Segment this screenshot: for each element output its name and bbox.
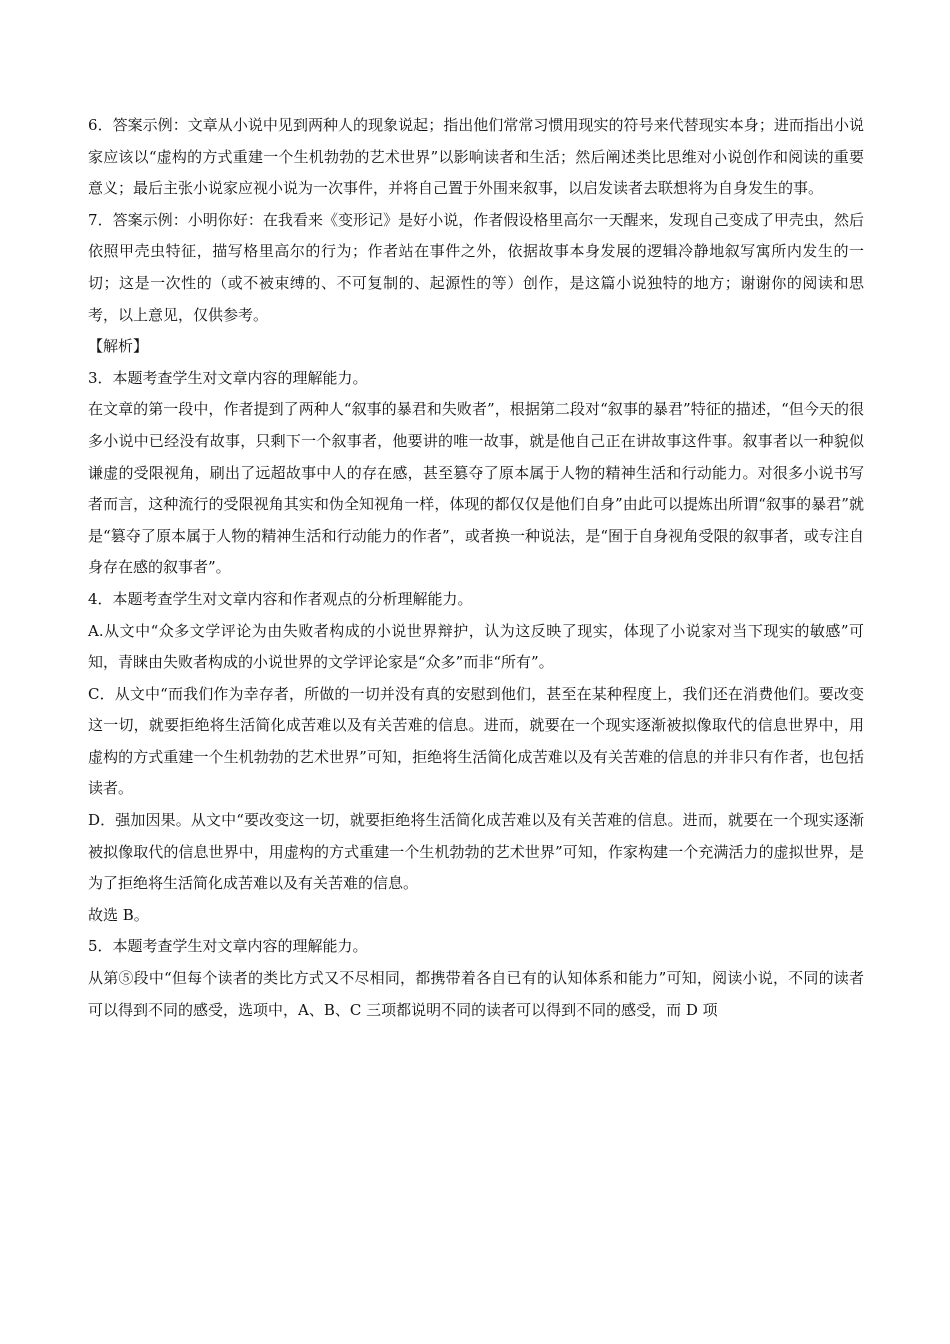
analysis-5-heading: 5．本题考查学生对文章内容的理解能力。 [88, 937, 368, 956]
analysis-4-option-c: C．从文中“而我们作为幸存者，所做的一切并没有真的安慰到他们，甚至在某种程度上，我们还在消费他们。要改变这一切，就要拒绝将生活简化成苦难以及有关苦难的信息。进而，就要在一个现实逐渐被拟像取代的信息世界中，用虚构的方式重建一个生机勃勃的艺术世界”可知，拒绝将生活简化成苦难以及有关苦难的信息的并非只有作者，也包括读者。 [88, 684, 864, 798]
analysis-3-heading: 3．本题考查学生对文章内容的理解能力。 [88, 368, 368, 387]
analysis-heading: 【解析】 [88, 337, 149, 356]
answer-6-paragraph: 6．答案示例：文章从小说中见到两种人的现象说起；指出他们常常习惯用现实的符号来代替现实本身；进而指出小说家应该以“虚构的方式重建一个生机勃勃的艺术世界”以影响读者和生活；然后阐述类比思维对小说创作和阅读的重要意义；最后主张小说家应视小说为一次事件，并将自己置于外围来叙事，以启发读者去联想将为自身发生的事。 [88, 116, 864, 198]
analysis-4-conclusion: 故选 B。 [88, 905, 149, 924]
document-page [88, 110, 864, 1026]
analysis-3-body: 在文章的第一段中，作者提到了两种人“叙事的暴君和失败者”，根据第二段对“叙事的暴君”特征的描述，“但今天的很多小说中已经没有故事，只剩下一个叙事者，他要讲的唯一故事，就是他自己正在讲故事这件事。叙事者以一种貌似谦虚的受限视角，刷出了远超故事中人的存在感，甚至篡夺了原本属于人物的精神生活和行动能力。对很多小说书写者而言，这种流行的受限视角其实和伪全知视角一样，体现的都仅仅是他们自身”由此可以提炼出所谓“叙事的暴君”就是“篡夺了原本属于人物的精神生活和行动能力的作者”，或者换一种说法，是“囿于自身视角受限的叙事者，或专注自身存在感的叙事者”。 [88, 400, 864, 577]
answer-7-paragraph: 7．答案示例：小明你好：在我看来《变形记》是好小说，作者假设格里高尔一天醒来，发现自己变成了甲壳虫，然后依照甲壳虫特征，描写格里高尔的行为；作者站在事件之外，依据故事本身发展的逻辑冷静地叙写寓所内发生的一切；这是一次性的（或不被束缚的、不可复制的、起源性的等）创作，是这篇小说独特的地方；谢谢你的阅读和思考，以上意见，仅供参考。 [88, 210, 864, 324]
analysis-4-heading: 4．本题考查学生对文章内容和作者观点的分析理解能力。 [88, 589, 473, 608]
analysis-4-option-d: D．强加因果。从文中“要改变这一切，就要拒绝将生活简化成苦难以及有关苦难的信息。进而，就要在一个现实逐渐被拟像取代的信息世界中，用虚构的方式重建一个生机勃勃的艺术世界”可知，作家构建一个充满活力的虚拟世界，是为了拒绝将生活简化成苦难以及有关苦难的信息。 [88, 811, 864, 893]
analysis-4-option-a: A.从文中“众多文学评论为由失败者构成的小说世界辩护，认为这反映了现实，体现了小说家对当下现实的敏感”可知，青睐由失败者构成的小说世界的文学评论家是“众多”而非“所有”。 [88, 621, 864, 672]
analysis-5-body: 从第⑤段中“但每个读者的类比方式又不尽相同，都携带着各自已有的认知体系和能力”可知，阅读小说，不同的读者可以得到不同的感受，选项中，A、B、C 三项都说明不同的读者可以得到不同的感受，而 D 项 [88, 969, 864, 1019]
